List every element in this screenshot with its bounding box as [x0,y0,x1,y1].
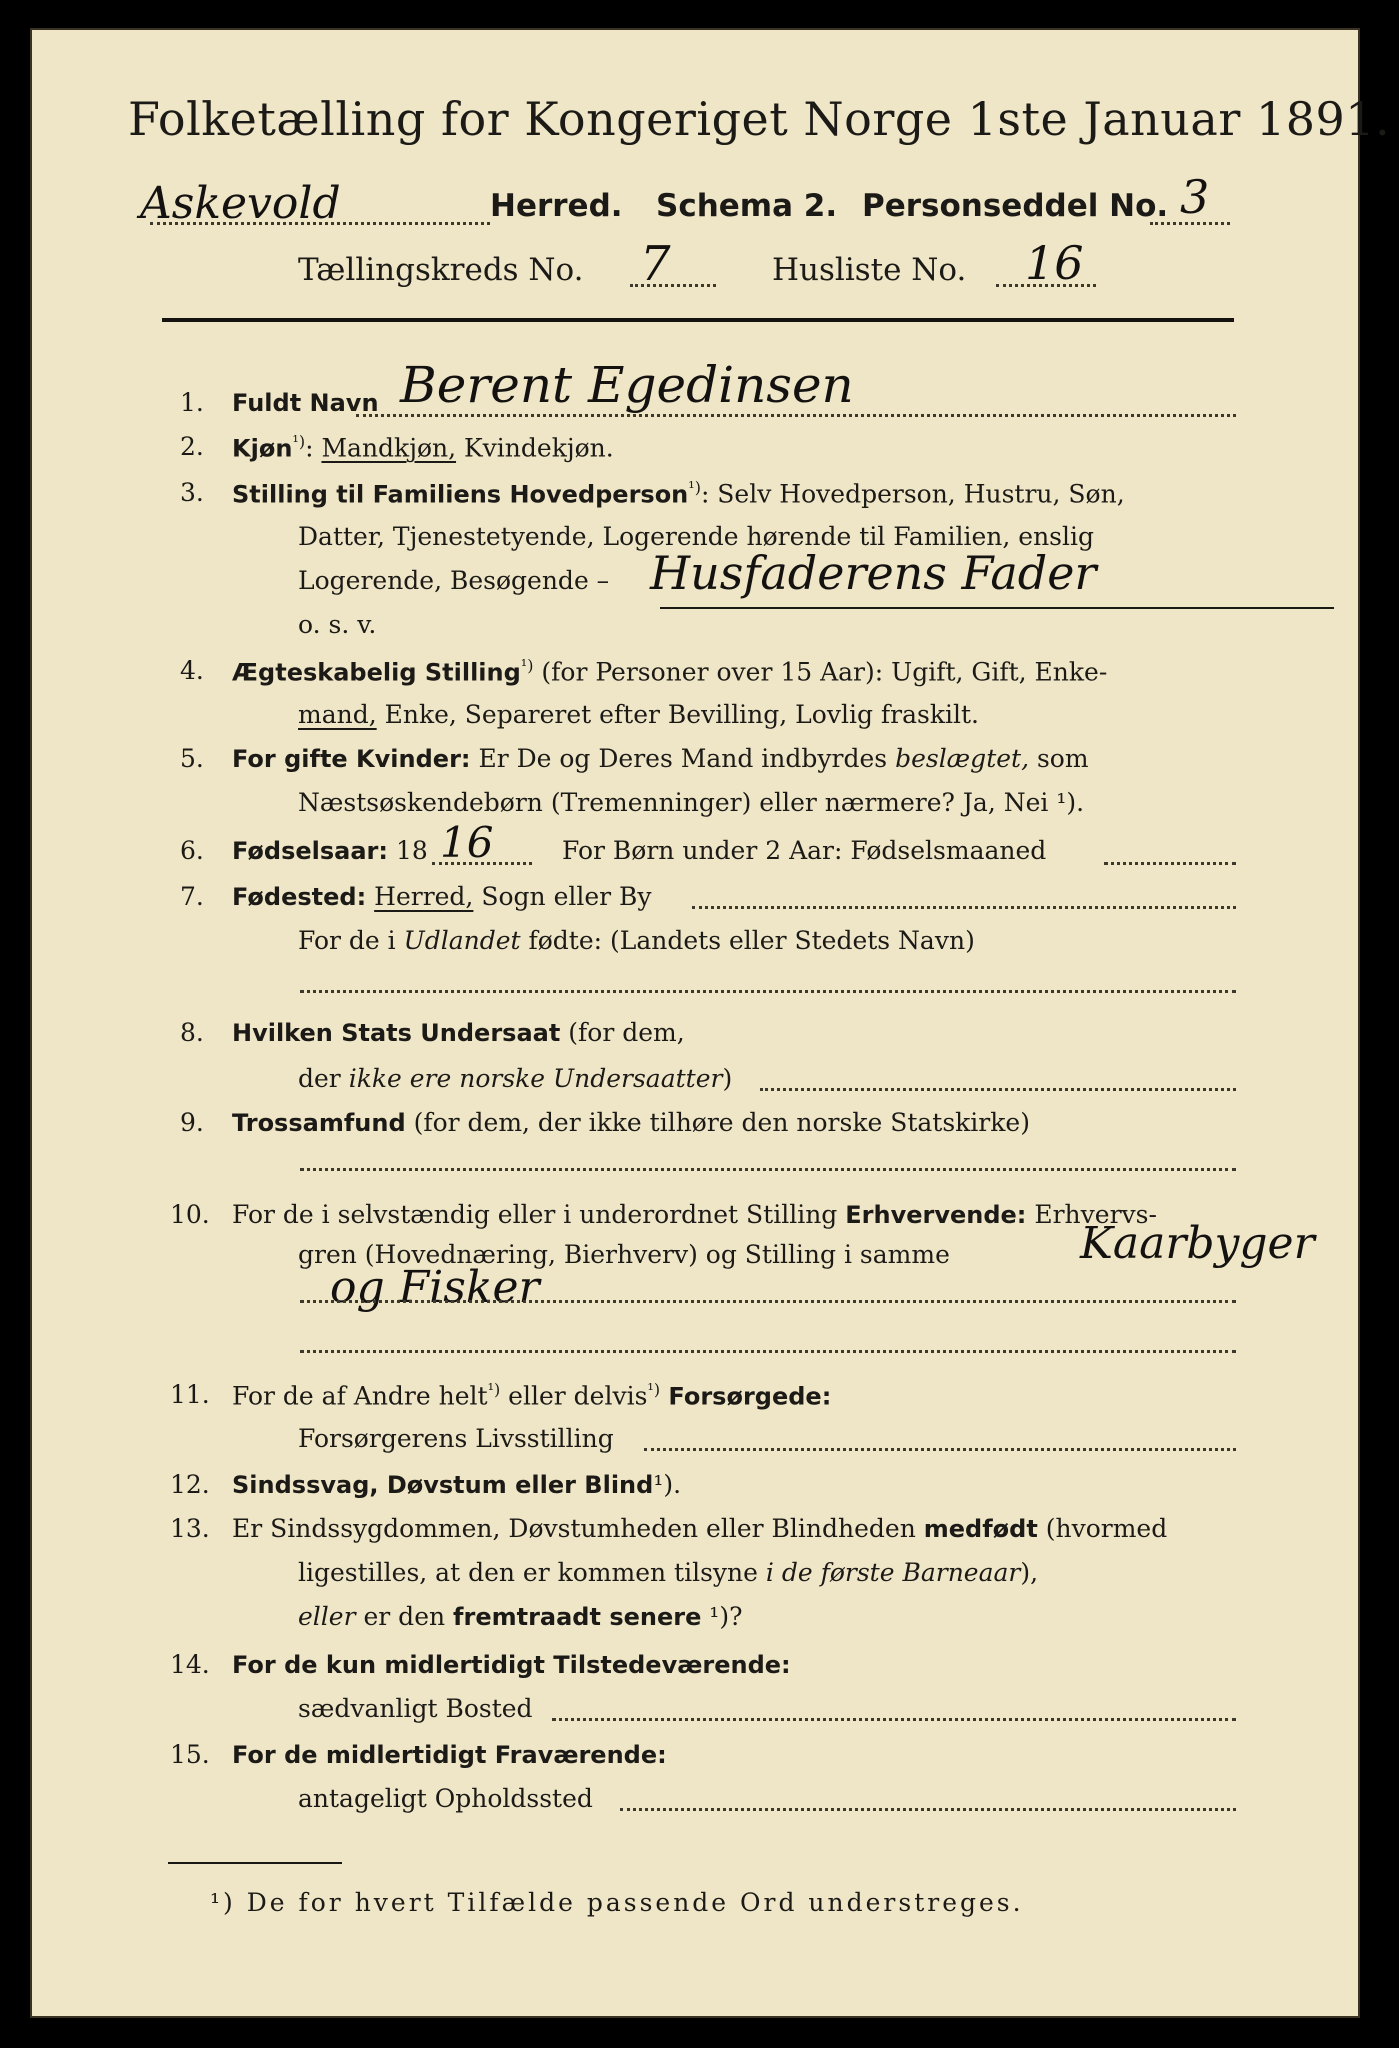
q5-line1-a: Er De og Deres Mand indbyrdes [470,744,896,773]
herred-dotted-line [150,222,490,225]
q7-dotted-line [692,906,1236,909]
kreds-label: Tællingskreds No. [298,252,584,288]
q8-line2 [298,1064,732,1093]
q13-label: medfødt [923,1515,1038,1543]
q2-sup: ¹) [292,432,306,451]
q15-line2: antageligt Opholdssted [298,1784,593,1813]
q7-label: Fødested: [232,883,367,911]
q12-number: 12. [170,1470,210,1499]
q11-line2: Forsørgerens Livsstilling [298,1424,614,1453]
q13-number: 13. [170,1514,210,1543]
q13-line2 [298,1558,1038,1587]
schema-label: Schema 2. [656,188,838,224]
q7-option-herred: Herred, [374,882,474,911]
q6-number: 6. [180,836,204,865]
q12-line [232,1470,681,1499]
husliste-dotted-line [996,284,1096,287]
q8-line2-a: der [298,1064,349,1093]
q7-line2-b: fødte: (Landets eller Stedets Navn) [520,926,975,955]
personseddel-label: Personseddel No. [862,188,1169,224]
q13-line2-italic: i de første Barneaar [765,1558,1021,1587]
q13-line3-b: ¹)? [701,1602,743,1631]
q9-line1 [232,1108,1030,1137]
q10-dotted-line-2 [300,1350,1236,1353]
q3-sup: ¹) [688,478,701,497]
footnote: ¹) De for hvert Tilfælde passende Ord understreges. [210,1888,1024,1917]
q11-line1-a: For de af Andre helt [232,1381,488,1411]
q2-option-mandkjon: Mandkjøn, [321,433,457,463]
q14-number: 14. [170,1650,210,1679]
q7-number: 7. [180,882,204,911]
q8-line1-rest: (for dem, [560,1018,685,1047]
q4-line2 [298,700,979,729]
q15-label: For de midlertidigt Fraværende: [232,1741,667,1769]
q7-line1-rest: Sogn eller By [473,882,652,911]
q11-sup2: ¹) [647,1380,661,1399]
q8-line1 [232,1018,685,1047]
q7-line2-italic: Udlandet [403,926,521,955]
q10-line1-b: Erhvervs- [1026,1200,1157,1229]
q5-line1 [232,744,1089,773]
q6-label: Fødselsaar: [232,837,388,865]
q11-line1 [232,1380,831,1410]
q13-line3-a: er den [355,1602,454,1631]
q1-name-handwritten: Berent Egedinsen [400,356,854,414]
q12-label: Sindssvag, Døvstum eller Blind [232,1471,654,1499]
q9-dotted-line [300,1168,1236,1171]
q15-dotted-line [620,1808,1236,1811]
herred-handwritten: Askevold [140,178,341,229]
q9-label: Trossamfund [232,1109,406,1137]
q13-line3 [298,1602,743,1631]
kreds-number: 7 [640,236,671,292]
q1-number: 1. [180,388,204,417]
q5-label: For gifte Kvinder: [232,745,471,773]
q3-handwritten-underline [660,607,1334,609]
q10-dotted-line-1 [300,1300,1236,1303]
q2-line [232,432,614,462]
q3-line1-rest: : Selv Hovedperson, Hustru, Søn, [700,479,1125,509]
q3-line2: Datter, Tjenestetyende, Logerende hørende til Familien, enslig [298,522,1095,551]
q7-line2-a: For de i [298,926,404,955]
q5-line1-italic: beslægtet, [895,744,1030,773]
q8-line2-italic: ikke ere norske Undersaatter [348,1064,723,1093]
q10-line1-a: For de i selvstændig eller i underordnet Stilling [232,1200,846,1229]
q2-label: Kjøn [232,434,293,463]
q4-line1 [232,656,1107,686]
q5-line1-b: som [1029,744,1089,773]
q6-year-handwritten: 16 [440,818,494,867]
q4-sup: ¹) [520,656,534,675]
q1-label: Fuldt Navn [232,389,379,417]
q13-line1 [232,1514,1167,1543]
personseddel-dotted-line [1150,222,1230,225]
herred-label: Herred. [490,188,623,224]
husliste-label: Husliste No. [772,252,967,288]
q10-occupation-handwritten-2: og Fisker [330,1262,540,1313]
q8-number: 8. [180,1018,204,1047]
q6-birthmonth-label: For Børn under 2 Aar: Fødselsmaaned [562,836,1047,865]
q13-line3-label: fremtraadt senere [453,1603,702,1631]
q8-label: Hvilken Stats Undersaat [232,1019,561,1047]
personseddel-number: 3 [1180,170,1210,224]
q3-line4: o. s. v. [298,610,377,639]
q7-foreign-dotted-line [300,990,1236,993]
q11-label: Forsørgede: [660,1382,832,1411]
q2-option-kvindekjon: Kvindekjøn. [456,433,614,463]
q11-line1-b: eller delvis [500,1381,648,1411]
q11-number: 11. [170,1380,210,1409]
q4-line2-rest: Enke, Separeret efter Bevilling, Lovlig fraskilt. [376,700,979,729]
q5-number: 5. [180,744,204,773]
q3-label: Stilling til Familiens Hovedperson [232,480,689,509]
q10-line1 [232,1200,1157,1229]
q2-colon: : [305,433,322,463]
q10-number: 10. [170,1200,210,1229]
q4-label: Ægteskabelig Stilling [232,658,521,687]
q3-number: 3. [180,478,204,507]
q15-number: 15. [170,1740,210,1769]
q3-relation-handwritten: Husfaderens Fader [650,546,1097,600]
q13-line1-a: Er Sindssygdommen, Døvstumheden eller Blindheden [232,1514,924,1543]
q8-dotted-line [760,1088,1236,1091]
q4-line1-rest: (for Personer over 15 Aar): Ugift, Gift, Enke- [533,657,1108,687]
q7-line1 [232,882,652,911]
q4-number: 4. [180,656,204,685]
q13-line2-b: ), [1020,1558,1039,1587]
q14-dotted-line [552,1718,1236,1721]
q13-line1-b: (hvormed [1037,1514,1168,1543]
q3-line1 [232,478,1125,508]
kreds-dotted-line [630,284,716,287]
q6-prefix: 18 [388,836,428,865]
q1-dotted-line [356,414,1236,417]
q14-label: For de kun midlertidigt Tilstedeværende: [232,1651,791,1679]
q12-sup: ¹). [653,1470,682,1499]
q6-year-dotted-line [432,862,532,865]
q8-line2-b: ) [722,1064,733,1093]
q5-line2: Næstsøskendebørn (Tremenninger) eller nærmere? Ja, Nei ¹). [298,788,1085,817]
q9-number: 9. [180,1108,204,1137]
header-rule [162,318,1234,322]
q3-line3: Logerende, Besøgende – [298,566,610,595]
q6-line [232,836,428,865]
q7-line2 [298,926,975,955]
husliste-number: 16 [1025,236,1084,290]
q14-line2: sædvanligt Bosted [298,1694,533,1723]
q10-line2: gren (Hovednæring, Bierhverv) og Stilling i samme [298,1240,950,1269]
footnote-rule [168,1862,342,1864]
q2-number: 2. [180,432,204,461]
q13-line2-a: ligestilles, at den er kommen tilsyne [298,1558,766,1587]
form-title: Folketælling for Kongeriget Norge 1ste Januar 1891. [128,92,1391,146]
q9-line1-rest: (for dem, der ikke tilhøre den norske Statskirke) [405,1108,1030,1137]
q4-option-enkemand: mand, [298,700,377,729]
q10-label: Erhvervende: [845,1201,1027,1229]
q11-sup1: ¹) [487,1380,501,1399]
q10-occupation-handwritten-1: Kaarbyger [1080,1218,1315,1269]
q11-dotted-line [644,1448,1236,1451]
q6-birthmonth-dotted-line [1104,862,1236,865]
q13-line3-italic: eller [298,1602,356,1631]
